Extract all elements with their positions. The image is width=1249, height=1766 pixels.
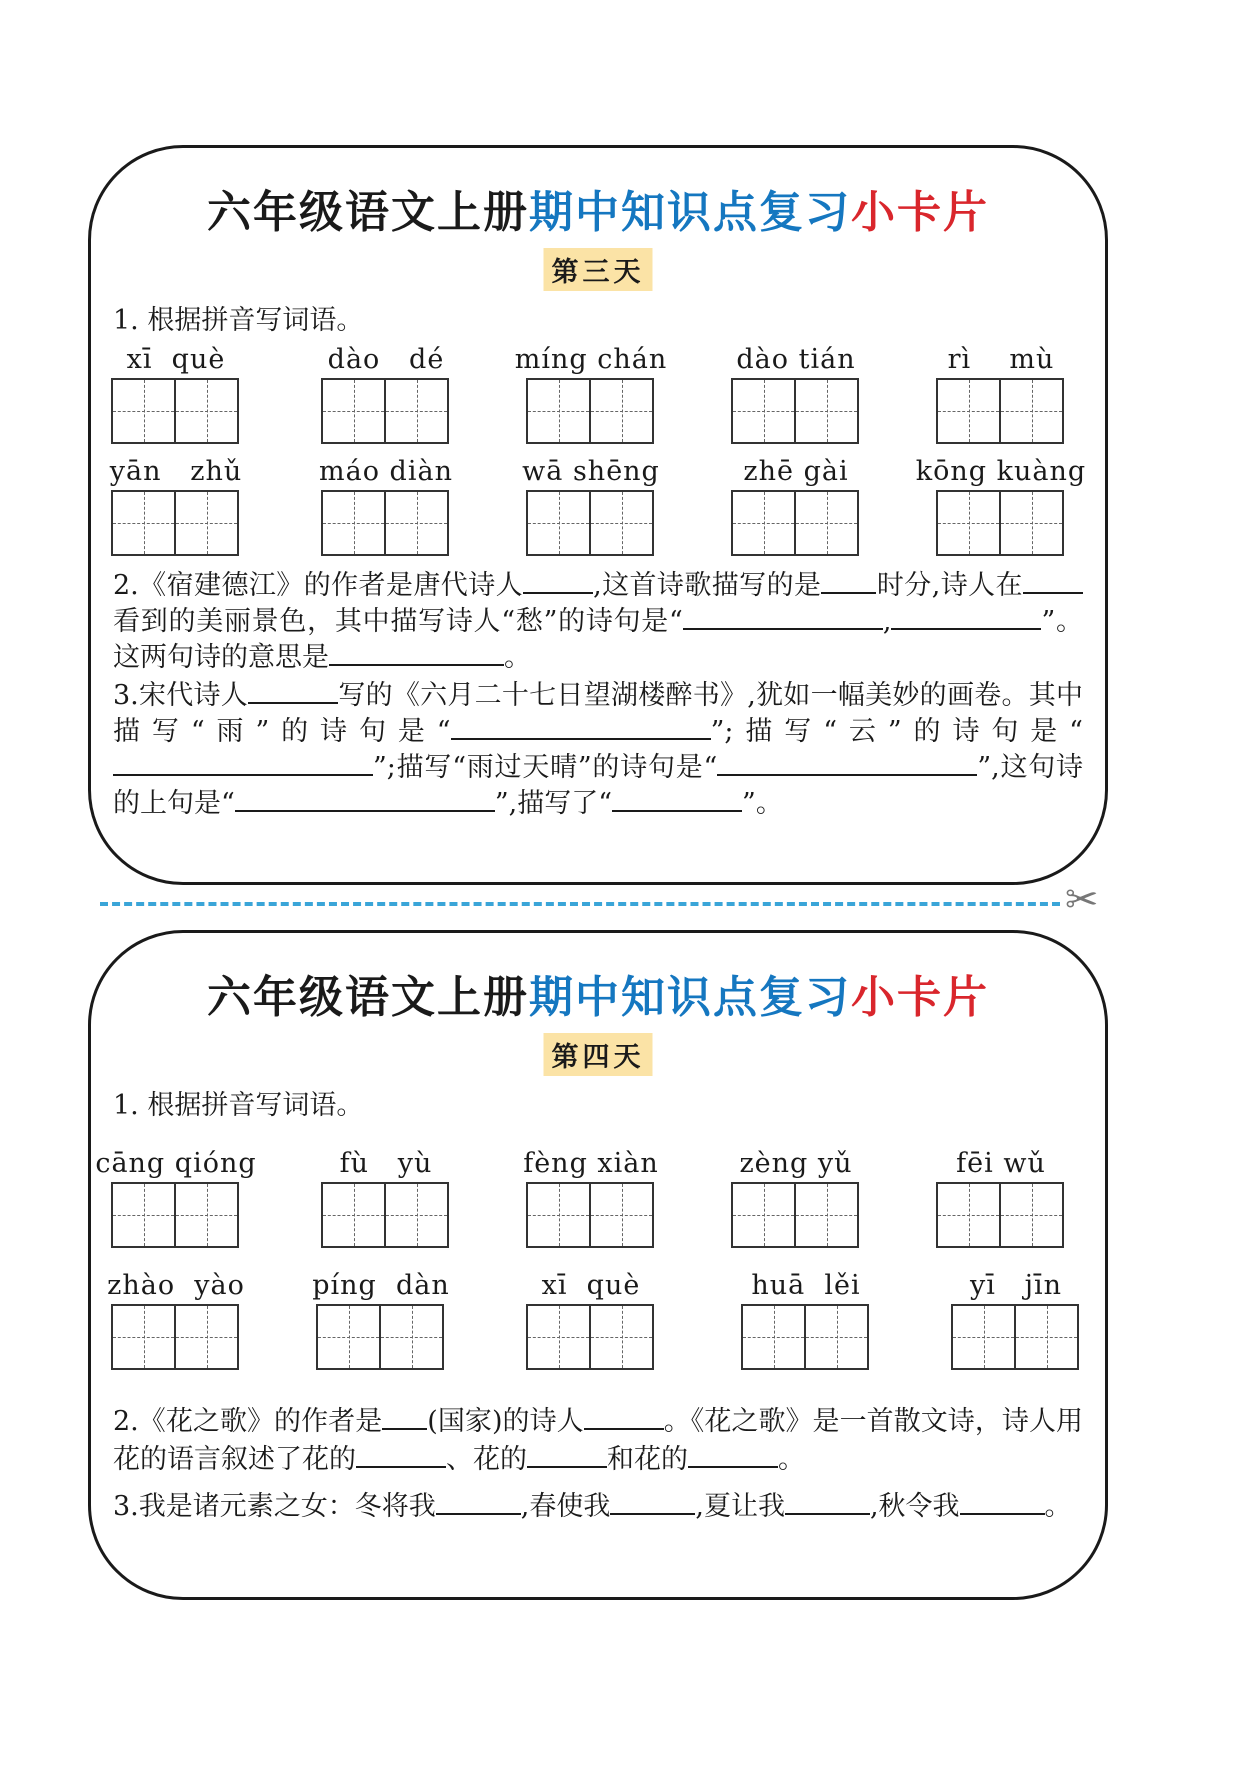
pinyin-label: yān zhǔ xyxy=(109,456,243,487)
writing-grid[interactable] xyxy=(111,490,239,556)
answer-blank[interactable] xyxy=(960,1491,1045,1515)
cut-line xyxy=(100,902,1060,906)
pinyin-label: fèng xiàn xyxy=(523,1148,659,1179)
answer-blank[interactable] xyxy=(612,788,742,812)
pinyin-label: dào dé xyxy=(327,344,445,375)
pinyin-label: fù yù xyxy=(339,1148,433,1179)
answer-blank[interactable] xyxy=(785,1491,870,1515)
answer-blank[interactable] xyxy=(113,752,373,776)
answer-blank[interactable] xyxy=(451,716,711,740)
answer-blank[interactable] xyxy=(717,752,977,776)
question-3: 3.我是诸元素之女：冬将我 ,春使我 ,夏让我 ,秋令我 。 xyxy=(113,1491,1072,1522)
pinyin-label: xī què xyxy=(541,1270,641,1301)
pinyin-label: wā shēng xyxy=(522,456,660,487)
question-3: 3.宋代诗人 写的《六月二十七日望湖楼醉书》,犹如一幅美妙的画卷。其中描写“雨”的诗句是“ ”;描写“云”的诗句是“”;描写“雨过天晴”的诗句是“ ”,这句诗的上句是“ ”,描写了“ ”。 xyxy=(113,680,1084,819)
card-title xyxy=(91,961,1105,1025)
answer-blank[interactable] xyxy=(683,606,883,630)
day-label: 第三天 xyxy=(544,248,653,291)
title-part-3: 小卡片 xyxy=(851,187,989,238)
writing-grid[interactable] xyxy=(111,1304,239,1370)
writing-grid[interactable] xyxy=(321,1182,449,1248)
pinyin-row-2 xyxy=(107,1270,1091,1390)
review-card-day3 xyxy=(88,145,1108,885)
pinyin-row-1 xyxy=(111,344,1091,464)
answer-blank[interactable] xyxy=(436,1491,521,1515)
writing-grid[interactable] xyxy=(731,1182,859,1248)
writing-grid[interactable] xyxy=(526,490,654,556)
pinyin-row-2 xyxy=(111,456,1091,576)
answer-blank[interactable] xyxy=(248,680,338,704)
question-2: 2.《花之歌》的作者是 (国家)的诗人 。《花之歌》是一首散文诗，诗人用花的语言叙述了花的 、花的 和花的 。 xyxy=(113,1406,1083,1475)
answer-blank[interactable] xyxy=(523,570,593,594)
answer-blank[interactable] xyxy=(356,1444,446,1468)
writing-grid[interactable] xyxy=(316,1304,444,1370)
scissors-icon: ✂ xyxy=(1065,877,1099,923)
writing-grid[interactable] xyxy=(111,1182,239,1248)
question-1-heading: 1. 根据拼音写词语。 xyxy=(113,305,364,336)
title-part-1: 六年级语文上册 xyxy=(207,972,529,1023)
writing-grid[interactable] xyxy=(936,378,1064,444)
writing-grid[interactable] xyxy=(731,378,859,444)
pinyin-row-1 xyxy=(95,1148,1091,1268)
question-2: 2.《宿建德江》的作者是唐代诗人 ,这首诗歌描写的是 时分,诗人在看到的美丽景色，其中描写诗人“愁”的诗句是“ , ”。这两句诗的意思是 。 xyxy=(113,570,1083,673)
answer-blank[interactable] xyxy=(821,570,876,594)
review-card-day4 xyxy=(88,930,1108,1600)
answer-blank[interactable] xyxy=(891,606,1041,630)
writing-grid[interactable] xyxy=(731,490,859,556)
pinyin-label: míng chán xyxy=(514,344,668,375)
writing-grid[interactable] xyxy=(526,1304,654,1370)
answer-blank[interactable] xyxy=(382,1406,427,1430)
pinyin-label: huā lěi xyxy=(751,1270,861,1301)
pinyin-label: xī què xyxy=(126,344,226,375)
pinyin-label: zèng yǔ xyxy=(739,1148,853,1179)
writing-grid[interactable] xyxy=(951,1304,1079,1370)
pinyin-label: fēi wǔ xyxy=(956,1148,1046,1179)
answer-blank[interactable] xyxy=(688,1444,778,1468)
question-1-heading: 1. 根据拼音写词语。 xyxy=(113,1090,364,1121)
title-part-3: 小卡片 xyxy=(851,972,989,1023)
pinyin-label: kōng kuàng xyxy=(915,456,1087,487)
title-part-2: 期中知识点复习 xyxy=(529,187,851,238)
writing-grid[interactable] xyxy=(526,1182,654,1248)
answer-blank[interactable] xyxy=(527,1444,607,1468)
pinyin-label: zhào yào xyxy=(107,1270,245,1301)
card-title xyxy=(91,176,1105,240)
pinyin-label: yī jīn xyxy=(969,1270,1063,1301)
answer-blank[interactable] xyxy=(235,788,495,812)
writing-grid[interactable] xyxy=(936,490,1064,556)
answer-blank[interactable] xyxy=(584,1406,664,1430)
writing-grid[interactable] xyxy=(321,378,449,444)
answer-blank[interactable] xyxy=(1023,570,1083,594)
pinyin-label: máo diàn xyxy=(319,456,453,487)
answer-blank[interactable] xyxy=(329,642,504,666)
writing-grid[interactable] xyxy=(111,378,239,444)
writing-grid[interactable] xyxy=(321,490,449,556)
pinyin-label: cāng qióng xyxy=(95,1148,257,1179)
pinyin-label: dào tián xyxy=(736,344,856,375)
day-label: 第四天 xyxy=(544,1033,653,1076)
answer-blank[interactable] xyxy=(610,1491,695,1515)
pinyin-label: píng dàn xyxy=(312,1270,450,1301)
writing-grid[interactable] xyxy=(936,1182,1064,1248)
pinyin-label: zhē gài xyxy=(743,456,849,487)
title-part-2: 期中知识点复习 xyxy=(529,972,851,1023)
pinyin-label: rì mù xyxy=(947,344,1055,375)
writing-grid[interactable] xyxy=(741,1304,869,1370)
title-part-1: 六年级语文上册 xyxy=(207,187,529,238)
writing-grid[interactable] xyxy=(526,378,654,444)
